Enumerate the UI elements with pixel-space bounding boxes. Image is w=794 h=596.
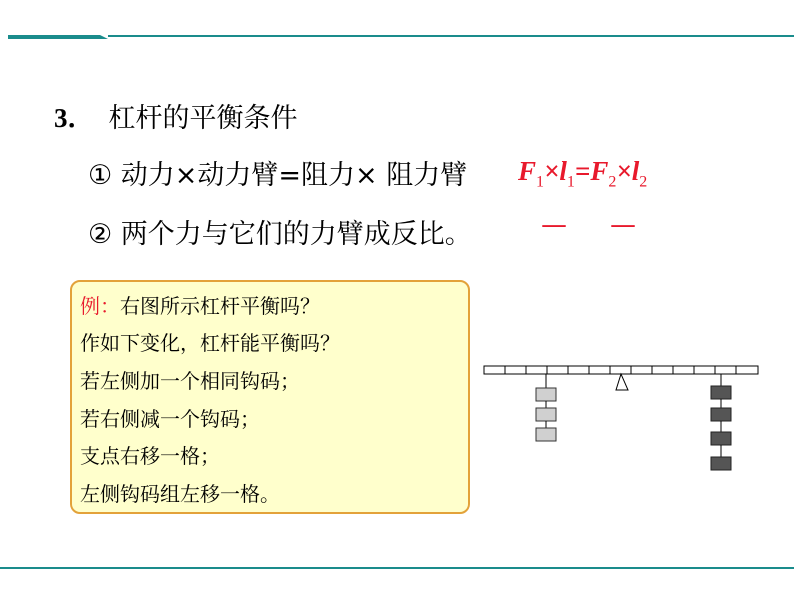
right-weight — [711, 457, 731, 470]
right-weight — [711, 386, 731, 399]
section-number: 3． — [54, 103, 95, 133]
left-weight — [536, 408, 556, 421]
example-line-2: 作如下变化，杠杆能平衡吗？ — [80, 331, 340, 355]
left-weight — [536, 428, 556, 441]
right-weight — [711, 432, 731, 445]
condition-item-1: ① 动力×动力臂=阻力× 阻力臂 — [88, 160, 468, 191]
section-title: 杠杆的平衡条件 — [108, 103, 298, 134]
footer-divider — [0, 566, 794, 570]
example-line-6: 左侧钩码组左移一格。 — [80, 482, 280, 506]
formula-f2: F — [590, 156, 609, 186]
formula-sub-3: 2 — [608, 173, 617, 191]
example-line-3: 若左侧加一个相同钩码； — [80, 369, 300, 393]
formula-sub-1: 1 — [536, 173, 545, 191]
example-label: 例： — [80, 294, 120, 318]
fulcrum — [616, 374, 628, 390]
example-line-1 — [80, 290, 320, 319]
formula-f1: F — [518, 156, 537, 186]
lever-diagram — [482, 362, 762, 482]
example-line-1-text: 右图所示杠杆平衡吗？ — [120, 294, 320, 318]
section-heading — [54, 96, 298, 135]
condition-item-2: ② 两个力与它们的力臂成反比。 — [88, 219, 472, 250]
example-box — [70, 280, 470, 514]
formula-times-2: × — [616, 156, 632, 186]
formula-l1: l — [559, 156, 567, 186]
fraction-dash-2: — — [610, 210, 636, 240]
formula-sub-2: 1 — [566, 173, 575, 191]
fraction-dash-1: — — [541, 210, 567, 240]
balance-formula — [518, 156, 647, 191]
formula-l2: l — [631, 156, 640, 186]
header-divider — [8, 33, 794, 41]
formula-times-1: × — [544, 156, 560, 186]
right-weight-group — [711, 374, 731, 470]
left-weight — [536, 388, 556, 401]
formula-equals: = — [574, 156, 591, 186]
example-line-5: 支点右移一格； — [80, 444, 220, 468]
formula-sub-4: 2 — [639, 173, 648, 191]
left-weight-group — [536, 374, 556, 441]
right-weight — [711, 408, 731, 421]
example-line-4: 若右侧减一个钩码； — [80, 407, 260, 431]
